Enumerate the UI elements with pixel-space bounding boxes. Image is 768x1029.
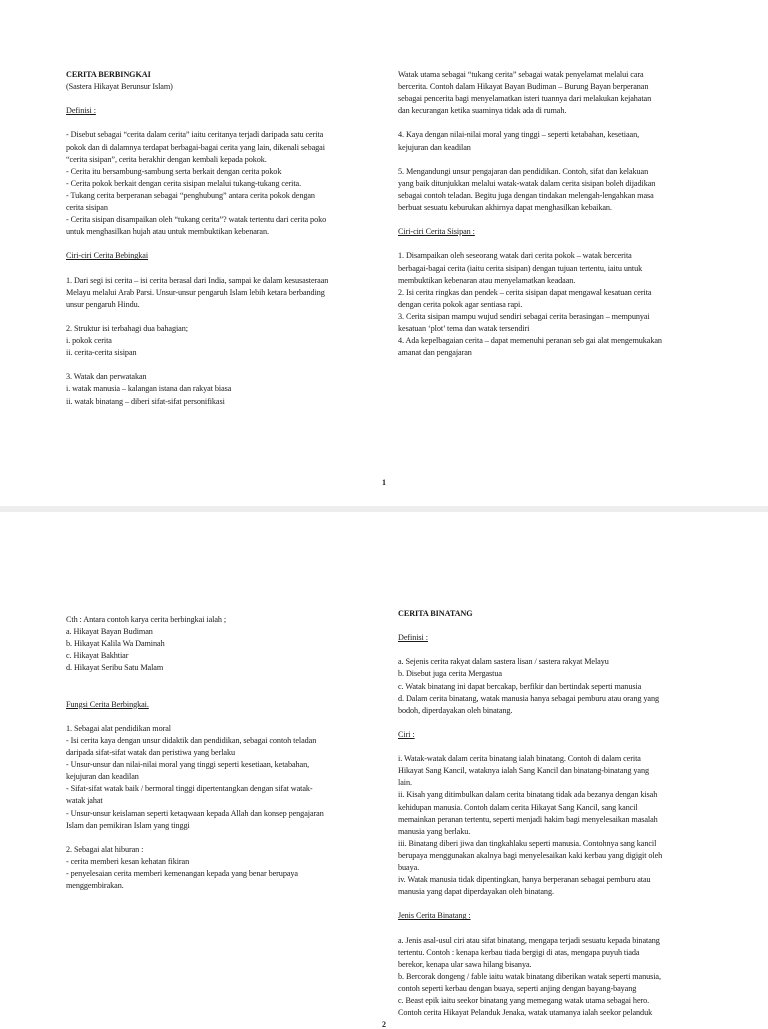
text-line: Watak utama sebagai “tukang cerita” sebagai watak penyelamat melalui cara xyxy=(398,70,644,79)
text-line: - Isi cerita kaya dengan unsur didaktik dan pendidikan, sebagai contoh teladan xyxy=(66,735,317,745)
text-line: 4. Ada kepelbagaian cerita – dapat memenuhi peranan seb gai alat mengemukakan xyxy=(398,336,662,346)
text-line: iii. Binatang diberi jiwa dan tingkahlaku seperti manusia. Contohnya sang kancil xyxy=(398,838,657,848)
text-line xyxy=(398,214,718,226)
page-1-left-column xyxy=(66,69,386,408)
text-line: - Unsur-unsur dan nilai-nilai moral yang tinggi seperti kesetiaan, ketabahan, xyxy=(66,760,310,770)
text-line: 1. Disampaikan oleh seseorang watak dari cerita pokok – watak bercerita xyxy=(398,251,632,261)
subheading: Definisi : xyxy=(66,106,96,116)
text-line: c. Beast epik iaitu seekor binatang yang memegang watak utama sebagai hero. xyxy=(398,996,650,1005)
text-line: lain. xyxy=(398,778,412,788)
text-line: 2. Isi cerita ringkas dan pendek – cerita sisipan dapat mengawal kesatuan cerita xyxy=(398,287,652,297)
text-line: contoh seperti kerbau dengan buaya, seperti anjing dengan bayang-bayang xyxy=(398,983,637,993)
page-number: 2 xyxy=(382,1020,386,1029)
subheading: Ciri-ciri Cerita Bebingkai xyxy=(66,251,149,261)
text-line: 3. Watak dan perwatakan xyxy=(66,372,147,382)
text-line xyxy=(398,741,718,753)
text-line: kesatuan ‘plot’ tema dan watak tersendiri xyxy=(398,323,530,333)
text-line xyxy=(398,154,718,166)
text-line: “cerita sisipan”, cerita berakhir dengan kembali kepada pokok. xyxy=(66,154,267,164)
text-line: manusia yang dapat diperdayakan oleh binatang. xyxy=(398,887,554,897)
text-line xyxy=(66,359,386,371)
text-line: (Sastera Hikayat Berunsur Islam) xyxy=(66,82,173,92)
text-line: unsur pengaruh Hindu. xyxy=(66,299,140,309)
text-line: berupaya menggunakan akalnya bagi menyelesaikan kaki kerbau yang digigit oleh xyxy=(398,850,663,860)
text-line: bodoh, diperdayakan oleh binatang. xyxy=(398,705,513,715)
text-line: i. pokok cerita xyxy=(66,336,112,346)
text-line: - Sifat-sifat watak baik / bermoral tinggi dipertentangkan dengan sifat watak- xyxy=(66,784,313,794)
text-line xyxy=(398,620,718,632)
document-page-2 xyxy=(0,512,768,1029)
text-line: 2. Struktur isi terbahagi dua bahagian; xyxy=(66,323,188,333)
text-line: buaya. xyxy=(398,862,420,872)
text-line xyxy=(66,117,386,129)
text-line: daripada sifat-sifat watak dan peristiwa yang berlaku xyxy=(66,748,235,758)
text-line xyxy=(66,687,386,699)
page-number: 1 xyxy=(382,478,386,487)
text-line: 1. Dari segi isi cerita – isi cerita berasal dari India, sampai ke dalam kesusasteraan xyxy=(66,275,329,285)
text-line: c. Watak binatang ini dapat bercakap, berfikir dan bertindak seperti manusia xyxy=(398,681,642,691)
text-line: Islam dan pemikiran Islam yang tinggi xyxy=(66,820,190,830)
text-line: Cth : Antara contoh karya cerita berbingkai ialah ; xyxy=(66,615,227,624)
text-line xyxy=(398,717,718,729)
text-line: - penyelesaian cerita memberi kemenangan kepada yang benar berupaya xyxy=(66,868,298,878)
text-line xyxy=(398,238,718,250)
text-line: a. Jenis asal-usul ciri atau sifat binatang, mengapa terjadi sesuatu kepada binatang xyxy=(398,935,660,945)
text-line: b. Hikayat Kalila Wa Daminah xyxy=(66,639,165,649)
text-line: a. Hikayat Bayan Budiman xyxy=(66,627,153,637)
text-line: Hikayat Sang Kancil, wataknya ialah Sang Kancil dan binatang-binatang yang xyxy=(398,766,649,776)
text-line xyxy=(66,238,386,250)
text-line: berbuat sesuatu keburukan akhirnya dapat menghasilkan kebaikan. xyxy=(398,203,612,213)
text-line: berekor, kenapa ular sawa hilang bisanya. xyxy=(398,959,532,969)
text-line: sebagai contoh teladan. Begitu juga dengan tindakan melengah-lengahkan masa xyxy=(398,190,654,200)
text-line xyxy=(398,644,718,656)
text-line: 4. Kaya dengan nilai-nilai moral yang tinggi – seperti ketabahan, kesetiaan, xyxy=(398,130,640,140)
text-line: - Cerita itu bersambung-sambung serta berkait dengan cerita pokok xyxy=(66,166,282,176)
text-line: kejujuran dan keadilan xyxy=(398,142,471,152)
text-line: Melayu melalui Arab Parsi. Unsur-unsur pengaruh Islam lebih ketara berbanding xyxy=(66,287,325,297)
text-line xyxy=(398,922,718,934)
text-line: b. Bercorak dongeng / fable iaitu watak binatang diberikan watak seperti manusia, xyxy=(398,971,661,981)
text-line: kehidupan manusia. Contoh dalam cerita Hikayat Sang Kancil, sang kancil xyxy=(398,802,638,812)
text-line: yang baik ditunjukkan melalui watak-watak dalam cerita sisipan boleh dijadikan xyxy=(398,178,656,188)
text-line xyxy=(66,93,386,105)
text-line: tertentu. Contoh : kenapa kerbau tiada bergigi di atas, mengapa puyuh tiada xyxy=(398,947,640,957)
text-line: ii. watak binatang – diberi sifat-sifat personifikasi xyxy=(66,396,225,406)
text-line: dan kecurangan ketika suaminya tidak ada di rumah. xyxy=(398,106,567,116)
text-line: membuktikan kebenaran atau menyelamatkan keadaan. xyxy=(398,275,576,285)
subheading: Fungsi Cerita Berbingkai. xyxy=(66,699,149,709)
text-line: c. Hikayat Bakhtiar xyxy=(66,651,129,661)
text-line: bercerita. Contoh dalam Hikayat Bayan Budiman – Burung Bayan berperanan xyxy=(398,82,649,92)
text-line: berbagai-bagai cerita (iaitu cerita sisipan) dengan tujuan tertentu, iaitu untuk xyxy=(398,263,643,273)
text-line: b. Disebut juga cerita Mergastua xyxy=(398,669,502,679)
text-line: Contoh cerita Hikayat Pelanduk Jenaka, watak utamanya ialah seekor pelanduk xyxy=(398,1008,653,1018)
text-line: amanat dan pengajaran xyxy=(398,348,472,358)
text-line: cerita sisipan xyxy=(66,203,108,213)
subheading: Ciri-ciri Cerita Sisipan : xyxy=(398,227,475,237)
text-line: memainkan peranan tertentu, seperti menjadi hakim bagi menyelesaikan masalah xyxy=(398,814,658,824)
text-line: - cerita memberi kesan kehatan fikiran xyxy=(66,856,190,866)
text-line: 2. Sebagai alat hiburan : xyxy=(66,844,144,854)
text-line: watak jahat xyxy=(66,796,103,806)
text-line: 1. Sebagai alat pendidikan moral xyxy=(66,723,171,733)
text-line xyxy=(66,311,386,323)
document-page-1 xyxy=(0,0,768,512)
text-line xyxy=(66,832,386,844)
text-line: untuk menghasilkan hujah atau untuk membuktikan kebenaran. xyxy=(66,227,269,237)
text-line xyxy=(66,711,386,723)
subheading: Ciri : xyxy=(398,729,415,739)
text-line: pokok dan di dalamnya terdapat berbagai-bagai cerita yang lain, dikenali sebagai xyxy=(66,142,325,152)
text-line: - Cerita sisipan disampaikan oleh “tukang cerita”? watak tertentu dari cerita poko xyxy=(66,215,327,225)
page-2-left-column xyxy=(66,614,386,892)
page-2-right-column xyxy=(398,608,718,1019)
subheading: Jenis Cerita Binatang : xyxy=(398,911,471,921)
subheading: Definisi : xyxy=(398,633,428,643)
text-line xyxy=(398,117,718,129)
text-line: kejujuran dan keadilan xyxy=(66,772,139,782)
text-line: d. Dalam cerita binatang, watak manusia hanya sebagai pemburu atau orang yang xyxy=(398,693,659,703)
text-line: - Cerita pokok berkait dengan cerita sisipan melalui tukang-tukang cerita. xyxy=(66,178,302,188)
text-line: i. Watak-watak dalam cerita binatang ialah binatang. Contoh di dalam cerita xyxy=(398,754,641,764)
text-line: manusia yang berlaku. xyxy=(398,826,471,836)
text-line: 5. Mengandungi unsur pengajaran dan pendidikan. Contoh, sifat dan kelakuan xyxy=(398,166,649,176)
text-line: ii. Kisah yang ditimbulkan dalam cerita binatang tidak ada bezanya dengan kisah xyxy=(398,790,658,800)
text-line: a. Sejenis cerita rakyat dalam sastera lisan / sastera rakyat Melayu xyxy=(398,657,609,667)
text-line: - Disebut sebagai “cerita dalam cerita” iaitu ceritanya terjadi daripada satu cerita xyxy=(66,130,324,140)
text-line xyxy=(66,674,386,686)
section-heading: CERITA BINATANG xyxy=(398,609,473,618)
text-line: menggembirakan. xyxy=(66,881,124,891)
text-line: d. Hikayat Seribu Satu Malam xyxy=(66,663,164,673)
text-line xyxy=(66,263,386,275)
text-line: 3. Cerita sisipan mampu wujud sendiri sebagai cerita berasingan – mempunyai xyxy=(398,311,650,321)
text-line: iv. Watak manusia tidak dipentingkan, hanya berperanan sebagai pemburu atau xyxy=(398,875,651,885)
page-1-right-column xyxy=(398,69,718,359)
text-line: - Unsur-unsur keislaman seperti ketaqwaan kepada Allah dan konsep pengajaran xyxy=(66,808,324,818)
text-line: i. watak manusia – kalangan istana dan rakyat biasa xyxy=(66,384,232,394)
text-line: ii. cerita-cerita sisipan xyxy=(66,348,137,358)
section-heading: CERITA BERBINGKAI xyxy=(66,70,151,79)
text-line: - Tukang cerita berperanan sebagai “penghubung” antara cerita pokok dengan xyxy=(66,190,315,200)
text-line: sebagai pencerita bagi menyelamatkan isteri tuannya dari melakukan kejahatan xyxy=(398,94,652,104)
text-line xyxy=(398,898,718,910)
text-line: dengan cerita pokok agar sentiasa rapi. xyxy=(398,299,523,309)
